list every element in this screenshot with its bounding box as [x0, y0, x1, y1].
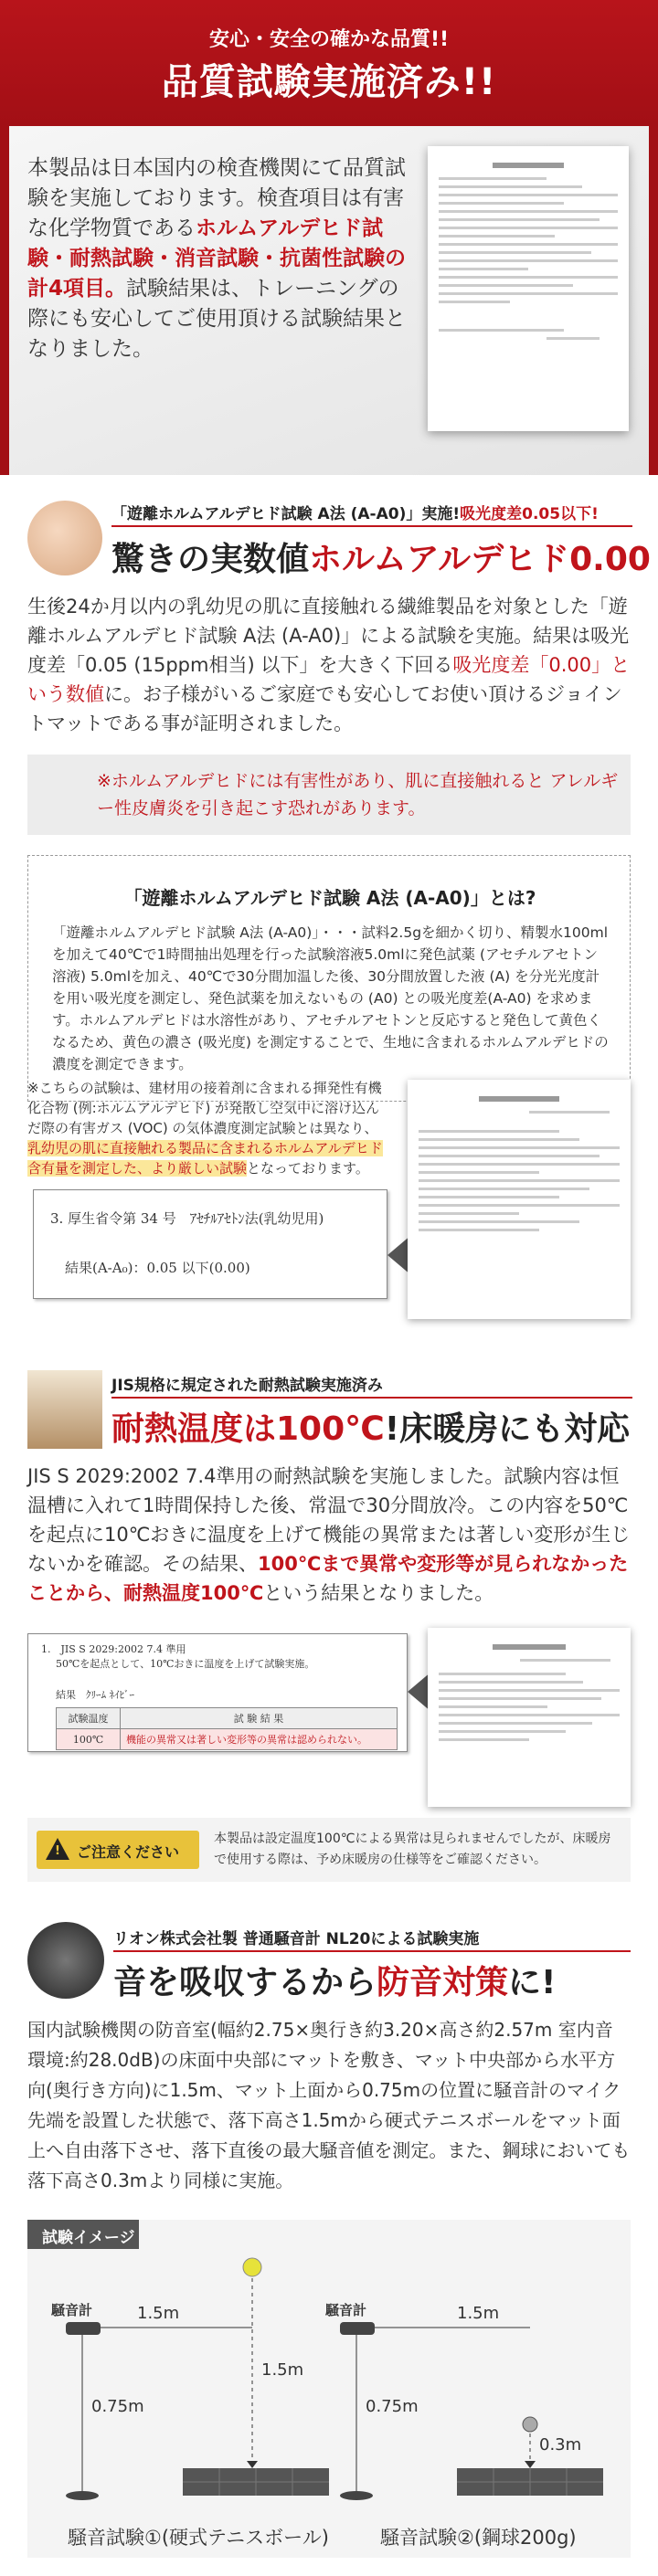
mic-height-label-2: 0.75m: [366, 2397, 419, 2416]
heat-title: [111, 1403, 630, 1450]
heat-box-method: 50℃を起点として、10℃おきに温度を上げて試験実施。: [56, 1658, 315, 1670]
height-label-2: 0.3m: [539, 2435, 582, 2455]
tennis-ball-icon: [243, 2258, 261, 2276]
formaldehyde-sub-plain: 「遊離ホルムアルデヒド試験 A法 (A-A0)」実施!: [111, 505, 461, 523]
meter-label-1: 騒音計: [51, 2302, 93, 2318]
heat-report-thumbnail: [428, 1628, 631, 1807]
divider: [111, 525, 632, 527]
test-report-image: [428, 146, 629, 431]
note-plain: ※こちらの試験は、建材用の接着剤に含まれる揮発性有機化合物 (例:ホルムアルデヒド) が発散し空気中に溶け込んだ際の有害ガス (VOC) の気体濃度測定試験とは異なり、: [27, 1080, 382, 1136]
intro-plain: 本製品は日本国内の検査機関にて品質試験を実施しております。検査項目は有害な化学物質である: [27, 156, 406, 240]
caption-test-1: 騒音試験①(硬式テニスボール): [68, 2527, 329, 2549]
definition-box: [27, 855, 631, 1102]
sound-meter-photo: [27, 1922, 104, 1999]
hero-subtitle: 安心・安全の確かな品質!!: [208, 28, 450, 51]
formaldehyde-sub-red: 吸光度差0.05以下!: [460, 505, 599, 523]
formaldehyde-warning: ※ホルムアルデヒドには有害性があり、肌に直接触れると アレルギー性皮膚炎を引き起こす恐れがあります。: [27, 755, 631, 835]
baby-photo: [27, 501, 102, 575]
warning-icon-mark: !: [55, 1844, 60, 1858]
definition-body: 「遊離ホルムアルデヒド試験 A法 (A-A0)」・・・試料2.5gを細かく切り、精製水100mlを加えて40℃で1時間抽出処理を行った試験溶液5.0mlに発色試薬 (アセチルアセトン溶液) 5.0mlを加え、40℃で30分間加温した後、30分間放置した液 (A) を分光光度計を用い吸光度を測定し、発色試薬を加えないもの (A0) との吸光度差(A-A0) を求めます。ホルムアルデヒドは水溶性があり、アセチルアセトンと反応すると発色して黄色くなるため、黄色の濃さ (吸光度) を測定することで、生地に含まれるホルムアルデヒドの濃度を測定できます。: [52, 924, 609, 1072]
test-2-diagram: [324, 2302, 603, 2500]
test-1-diagram: [50, 2258, 329, 2500]
report-thumbnail: [408, 1080, 631, 1319]
intro-end: 試験結果は、トレーニングの際にも安心してご使用頂ける試験結果となりました。: [27, 277, 406, 361]
spec-result: 結果(A-A₀)：0.05 以下(0.00): [65, 1260, 250, 1276]
table-result: 機能の異常又は著しい変形等の異常は認められない。: [121, 1729, 398, 1750]
meter-label-2: 騒音計: [325, 2302, 367, 2318]
definition-title: 「遊離ホルムアルデヒド試験 A法 (A-A0)」とは?: [123, 887, 536, 909]
formaldehyde-title-red: ホルムアルデヒド0.00: [309, 541, 651, 578]
heat-title-red: 耐熱温度は100℃: [111, 1410, 385, 1448]
heat-result-box: [27, 1633, 408, 1752]
intro-text: [27, 153, 411, 364]
note-end: となっております。: [247, 1160, 369, 1177]
heat-box-standard: 1. JIS S 2029:2002 7.4 準用: [41, 1643, 186, 1655]
steel-ball-icon: [523, 2417, 537, 2432]
caution-banner: [27, 1818, 631, 1882]
table-temp: 100℃: [57, 1729, 121, 1750]
sound-title: [113, 1957, 556, 2003]
sound-meter-icon: [340, 2322, 375, 2335]
spec-result-box: [33, 1189, 387, 1299]
hero-title: 品質試験実施済み!!: [161, 61, 497, 103]
formaldehyde-body-1: 生後24か月以内の乳幼児の肌に直接触れる繊維製品を対象とした「遊離ホルムアルデヒド試験 A法 (A-A0)」による試験を実施。結果は吸光度差「0.05 (15ppm相当) 以下」を大きく下回る: [27, 596, 630, 676]
formaldehyde-title: [111, 533, 651, 580]
formaldehyde-body-2: に。お子様がいるご家庭でも安心してお使い頂けるジョイントマットである事が証明されました。: [27, 683, 622, 734]
sound-title-red: 防音対策: [377, 1964, 509, 2001]
heat-body-2: という結果となりました。: [263, 1582, 494, 1604]
heat-body: [27, 1462, 631, 1608]
room-photo: [27, 1370, 102, 1449]
caution-label: ご注意ください: [77, 1843, 180, 1861]
divider: [113, 1950, 631, 1952]
formaldehyde-title-plain: 驚きの実数値: [111, 541, 310, 578]
sound-meter-icon: [66, 2322, 101, 2335]
caution-text: 本製品は設定温度100℃による異常は見られませんでしたが、床暖房で使用する際は、予め床暖房の仕様等をご確認ください。: [214, 1832, 611, 1867]
heat-body-red: 100℃まで異常や変形等が見られなかったことから、耐熱温度100℃: [27, 1553, 629, 1604]
sound-title-end: に!: [508, 1964, 557, 2001]
heat-body-1: JIS S 2029:2002 7.4準用の耐熱試験を実施しました。試験内容は恒温槽に入れて1時間保持した後、常温で30分間放冷。この内容を50℃を起点に10℃おきに温度を上げて機能の異常または著しい変形が生じないかを確認。その結果、: [27, 1465, 631, 1575]
height-label-1: 1.5m: [261, 2360, 304, 2380]
mic-height-label-1: 0.75m: [91, 2397, 144, 2416]
caption-test-2: 騒音試験②(鋼球200g): [380, 2527, 577, 2549]
heat-title-plain: !床暖房にも対応: [384, 1410, 631, 1448]
formaldehyde-note: [27, 1078, 391, 1178]
sound-body: 国内試験機関の防音室(幅約2.75×奥行き約3.20×高さ約2.57m 室内音環境:約28.0dB)の床面中央部にマットを敷き、マット中央部から水平方向(奥行き方向)に1.5m、マット上面から0.75mの位置に騒音計のマイク先端を設置した状態で、落下高さ1.5mから硬式テニスボールをマット面上へ自由落下させ、落下直後の最大騒音値を測定。また、鋼球においても落下高さ0.3mより同様に実施。: [27, 2019, 631, 2191]
dist-label-1: 1.5m: [137, 2304, 180, 2323]
sound-subtitle: リオン株式会社製 普通騒音計 NL20による試験実施: [113, 1930, 480, 1948]
intro-highlight: ホルムアルデヒド試験・耐熱試験・消音試験・抗菌性試験の計4項目。: [27, 216, 406, 301]
heat-box-result-label: 結果 ｸﾘｰﾑ ﾈｲﾋﾞｰ: [56, 1689, 134, 1701]
test-image-label: 試験イメージ: [27, 2220, 139, 2249]
table-head-temp: 試験温度: [57, 1708, 121, 1729]
formaldehyde-body: [27, 592, 631, 738]
intro-section: [0, 126, 658, 475]
formaldehyde-body-red: 吸光度差「0.00」という数値: [27, 654, 631, 705]
spec-method: 3. 厚生省令第 34 号 ｱｾﾁﾙｱｾﾄﾝ法(乳幼児用): [50, 1210, 324, 1227]
table-head-result: 試 験 結 果: [121, 1708, 398, 1729]
sound-test-diagram: [27, 2220, 631, 2558]
divider: [111, 1397, 632, 1399]
caution-badge: [37, 1831, 199, 1869]
dist-label-2: 1.5m: [457, 2304, 500, 2323]
hero-banner: [0, 0, 658, 126]
heat-subtitle: JIS規格に規定された耐熱試験実施済み: [111, 1377, 383, 1395]
sound-title-plain: 音を吸収するから: [113, 1964, 377, 2001]
heat-result-table: [56, 1707, 398, 1750]
note-highlight: 乳幼児の肌に直接触れる製品に含まれるホルムアルデヒド含有量を測定した、より厳しい試験: [27, 1140, 383, 1177]
formaldehyde-subtitle: [111, 501, 642, 523]
